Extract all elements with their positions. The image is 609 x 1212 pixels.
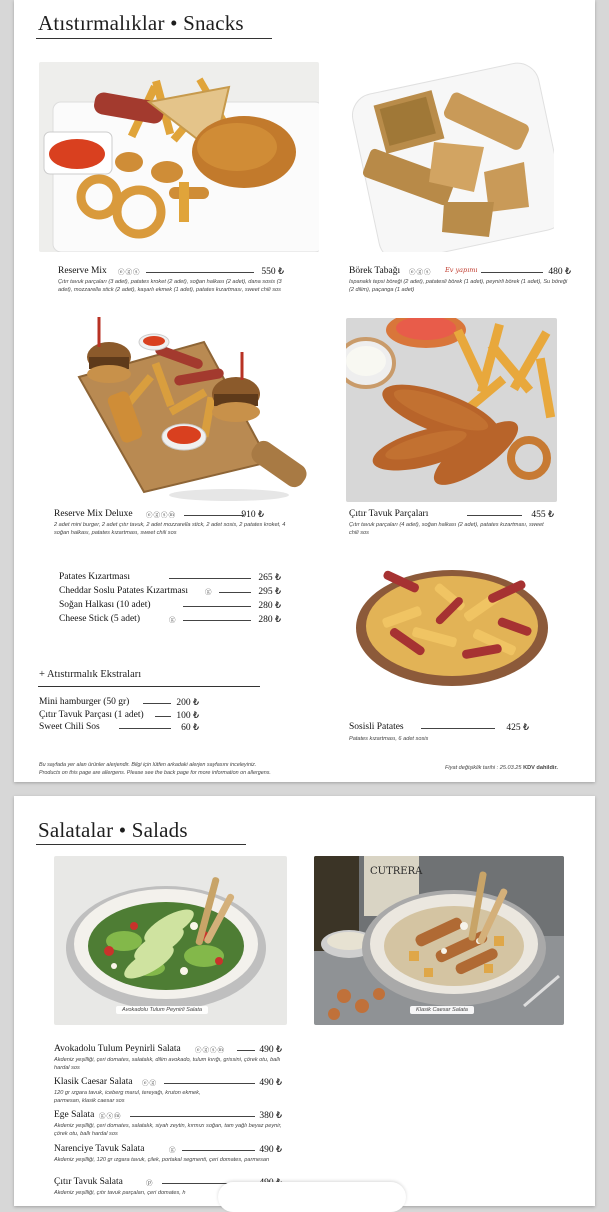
menu-item-reserve-mix-deluxe <box>54 509 286 537</box>
salads-page <box>14 796 595 1206</box>
item-price: 490 ₺ <box>259 1045 282 1055</box>
item-name: Mini hamburger (50 gr) <box>39 697 130 707</box>
klasik-caesar-photo <box>314 856 564 1025</box>
homemade-badge: Ev yapımı <box>445 266 478 274</box>
item-description: Akdeniz yeşilliği, çeri domates, salatalık, dilim avokado, tulum kırığı, grissini, çörek otu, ballı hardal sos <box>54 1057 281 1071</box>
item-name: Patates Kızartması <box>59 572 130 582</box>
allergen-icons: ⓖ <box>169 1146 177 1154</box>
menu-item-reserve-mix <box>58 266 284 294</box>
price-leader-line <box>182 1150 255 1151</box>
price-leader-line <box>183 606 251 607</box>
menu-item-cheese-stick <box>59 614 281 627</box>
item-price: 380 ₺ <box>259 1111 282 1121</box>
reserve-mix-photo <box>39 62 319 252</box>
menu-item-citir-tavuk-parcalari <box>349 509 554 537</box>
price-leader-line <box>237 1050 255 1051</box>
menu-item-klasik-caesar <box>54 1077 282 1105</box>
price-leader-line <box>183 620 251 621</box>
allergen-icons: ⓔⓖⓢⓜ <box>195 1046 225 1054</box>
reserve-mix-deluxe-photo <box>64 312 314 507</box>
menu-item-sogan-halkasi <box>59 600 281 613</box>
item-description: Çıtır tavuk parçaları (3 adet), patates kroket (2 adet), soğan halkası (2 adet), dana sosis (3 adet), mozzarella stick (2 adet), kaşarlı ekmek (1 adet), patates kızartması, sweet chili sos <box>58 279 282 293</box>
item-price: 550 ₺ <box>261 267 284 277</box>
allergen-note-en: Products on this page are allergens. Please see the back page for more information on allergens. <box>39 769 271 776</box>
price-leader-line <box>130 1116 255 1117</box>
extras-title: + Atıstırmalık Ekstraları <box>39 669 142 680</box>
menu-item-avokadolu-salata <box>54 1044 282 1072</box>
price-leader-line <box>119 728 171 729</box>
extra-item-mini-hamburger <box>39 697 199 710</box>
price-note <box>445 765 558 773</box>
item-price: 425 ₺ <box>506 723 529 733</box>
price-leader-line <box>143 703 171 704</box>
vat-included: KDV dahildir. <box>523 765 558 771</box>
item-price: 280 ₺ <box>258 615 281 625</box>
menu-item-ege-salata <box>54 1110 282 1138</box>
citir-tavuk-photo <box>346 318 557 502</box>
item-description: Patates kızartması, 6 adet sosis <box>349 736 429 742</box>
item-name: Narenciye Tavuk Salata <box>54 1144 145 1154</box>
allergen-icons: ⓟ <box>146 1179 154 1187</box>
extras-underline <box>38 686 260 687</box>
allergen-icons: ⓔⓖⓢ <box>118 268 141 276</box>
menu-item-borek-tabagi <box>349 266 571 294</box>
item-price: 455 ₺ <box>531 510 554 520</box>
bottom-sheet-handle[interactable] <box>218 1182 406 1212</box>
allergen-footer <box>39 762 329 777</box>
item-name: Ege Salata <box>54 1110 95 1120</box>
item-description: Akdeniz yeşilliği, çeri domates, salatalık, siyah zeytin, kırmızı soğan, tam yağlı beyaz peynir, çörek otu, ballı hardal sos <box>54 1123 282 1137</box>
item-description: Akdeniz yeşilliği, çıtır tavuk parçaları, çeri domates, h <box>54 1190 186 1196</box>
item-price: 100 ₺ <box>176 711 199 721</box>
snacks-page <box>14 0 595 782</box>
item-name: Sweet Chili Sos <box>39 722 100 732</box>
item-name: Cheddar Soslu Patates Kızartması <box>59 586 189 596</box>
price-leader-line <box>155 716 171 717</box>
photo-caption-left: Avokadolu Tulum Peynirli Salata <box>116 1006 208 1014</box>
allergen-note-tr: Bu sayfada yer alan ürünler alerjendir. Bilgi için lütfen arkadaki alerjen sayfasını inceleyiniz. <box>39 762 257 768</box>
item-name: Çıtır Tavuk Parçaları <box>349 509 429 519</box>
item-description: Çıtır tavuk parçaları (4 adet), soğan halkası (2 adet), patates kızartması, sweet chili sos <box>349 522 544 536</box>
price-leader-line <box>481 272 543 273</box>
avokadolu-salata-photo <box>54 856 287 1025</box>
item-price: 490 ₺ <box>259 1145 282 1155</box>
item-price: 200 ₺ <box>176 698 199 708</box>
item-name: Cheese Stick (5 adet) <box>59 614 140 624</box>
price-leader-line <box>219 592 251 593</box>
item-price: 480 ₺ <box>548 267 571 277</box>
allergen-icons: ⓖⓢⓜ <box>99 1112 122 1120</box>
item-name: Reserve Mix <box>58 266 107 276</box>
item-price: 280 ₺ <box>258 601 281 611</box>
item-price: 265 ₺ <box>258 573 281 583</box>
item-name: Çıtır Tavuk Salata <box>54 1177 123 1187</box>
item-description: Ispanaklı tepsi böreği (2 adet), patatesli börek (1 adet), peynirli börek (1 adet), Su böreği (2 dilim), paçanga (1 adet) <box>349 279 568 293</box>
item-price: 60 ₺ <box>181 723 199 733</box>
snacks-title-underline <box>36 38 272 39</box>
item-name: Soğan Halkası (10 adet) <box>59 600 151 610</box>
snacks-section-title: Atıstırmalıklar • Snacks <box>38 11 244 35</box>
allergen-icons: ⓖ <box>205 588 213 596</box>
price-leader-line <box>467 515 522 516</box>
item-description: 2 adet mini burger, 2 adet çıtır tavuk, 2 adet mozzarella stick, 2 adet sosis, 2 patates kroket, 4 soğan halkası, patates kızartması, sweet chili sos <box>54 522 286 536</box>
price-leader-line <box>184 515 244 516</box>
photo-caption-right: Klasik Caesar Salata <box>410 1006 474 1014</box>
sosisli-patates-photo <box>352 562 552 690</box>
item-description: Akdeniz yeşilliği, 120 gr ızgara tavuk, çilek, portakal segmenti, çeri domates, parmesan <box>54 1157 270 1163</box>
item-name: Reserve Mix Deluxe <box>54 509 133 519</box>
price-leader-line <box>421 728 495 729</box>
item-name: Börek Tabağı <box>349 266 401 276</box>
borek-tabagi-photo <box>344 62 554 252</box>
extra-item-sweet-chili-sos <box>39 722 199 735</box>
item-price: 490 ₺ <box>259 1078 282 1088</box>
menu-item-narenciye-tavuk-salata <box>54 1144 282 1164</box>
price-leader-line <box>164 1083 255 1084</box>
item-price: 295 ₺ <box>258 587 281 597</box>
item-name: Klasik Caesar Salata <box>54 1077 133 1087</box>
item-description: 120 gr ızgara tavuk, iceberg marul, tereyağı, kruton ekmek, parmesan, klasik caesar sos <box>54 1090 201 1104</box>
item-name: Sosisli Patates <box>349 722 404 732</box>
allergen-icons: ⓖ <box>169 616 177 624</box>
price-leader-line <box>146 272 254 273</box>
allergen-icons: ⓔⓖⓢⓜ <box>146 511 176 519</box>
menu-item-sosisli-patates <box>349 722 529 743</box>
salads-title-underline <box>36 844 246 845</box>
menu-item-cheddar-soslu-patates <box>59 586 281 599</box>
item-name: Çıtır Tavuk Parçası (1 adet) <box>39 710 144 720</box>
salads-section-title: Salatalar • Salads <box>38 818 188 842</box>
price-leader-line <box>169 578 251 579</box>
allergen-icons: ⓔⓖ <box>142 1079 157 1087</box>
menu-item-patates-kizartmasi <box>59 572 281 585</box>
item-price: 910 ₺ <box>241 510 264 520</box>
price-change-date: Fiyat değişiklik tarihi : 25.03.25 <box>445 765 522 771</box>
item-name: Avokadolu Tulum Peynirli Salata <box>54 1044 181 1054</box>
bottle-label-text: CUTRERA <box>370 866 423 877</box>
allergen-icons: ⓔⓖⓢ <box>409 268 432 276</box>
